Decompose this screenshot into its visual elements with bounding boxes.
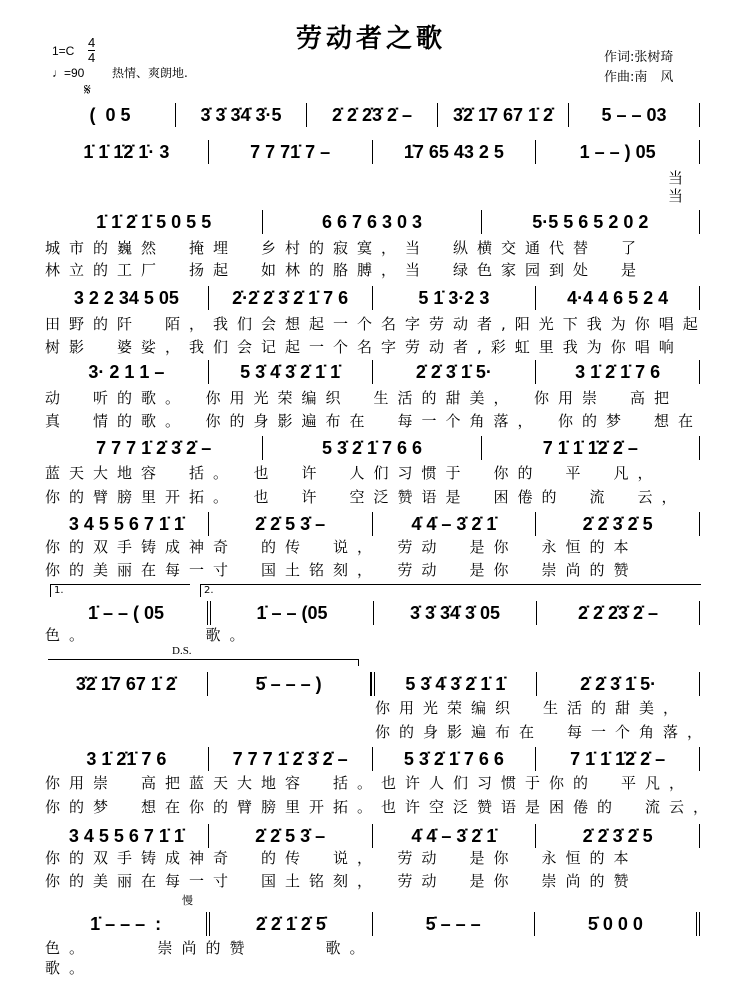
- measure: 5 3̇ 4̇ 3̇ 2̇ 1̇ 1̇: [371, 672, 538, 696]
- lyric-line: 真 情的歌。 你的身影遍布在 每一个角落， 你的梦 想在: [45, 412, 703, 430]
- measure: 2̇ 2̇ 3̇ 1̇ 5·: [537, 672, 700, 696]
- lyric-line: 歌。: [45, 959, 94, 977]
- measure: 3 2 2 34 5 05: [45, 286, 209, 310]
- lyric-line: 田野的阡 陌，我们会想起一个名字劳动者,阳光下我为你唱起: [45, 315, 707, 333]
- measure: 2̇ 2̇ 1̇ 2̇ 5̇: [210, 912, 372, 936]
- lyric-line: 你的双手铸成神奇 的传 说， 劳动 是你 永恒的本: [45, 849, 638, 867]
- staff-row: [45, 140, 700, 164]
- measure: 3̇ 3̇ 3̇4̇ 3̇·5: [176, 103, 307, 127]
- measure: 1̇ 1̇ 2̇ 1̇ 5 0 5 5: [45, 210, 263, 234]
- lyric-line: 你的臂膀里开拓。 也 许 空泛赞语是 困倦的 流 云，: [45, 488, 686, 506]
- staff-row: [45, 360, 700, 384]
- measure: 3 4 5 5 6 7 1̇ 1̇: [45, 512, 209, 536]
- measure: 5 3̇ 4̇ 3̇ 2̇ 1̇ 1̇: [209, 360, 373, 384]
- lyric-line: 色。 崇尚的赞 歌。: [45, 939, 374, 957]
- lyric-line: 你的身影遍布在 每一个角落，: [375, 723, 712, 741]
- lyric-line: 动 听的歌。 你用光荣编织 生活的甜美， 你用崇 高把: [45, 389, 679, 407]
- measure: 3̇2̇ 1̇7 67 1̇ 2̇: [45, 672, 208, 696]
- lyric-line: 你用光荣编织 生活的甜美，: [375, 699, 688, 717]
- meter-bottom: 4: [88, 50, 96, 65]
- measure: 2̇ 2̇ 5 3̇ –: [209, 512, 373, 536]
- measure: 1̇ 1̇ 1̇2̇ 1̇· 3: [45, 140, 209, 164]
- measure: 1̇7 65 43 2 5: [373, 140, 537, 164]
- measure: 4̇ 4̇ – 3̇ 2̇ 1̇: [373, 824, 537, 848]
- song-title: 劳动者之歌: [295, 24, 446, 54]
- pickup-lyric-1: 当: [668, 169, 693, 187]
- volta-2: 2.: [200, 584, 701, 597]
- measure: 1 – – ) 05: [536, 140, 700, 164]
- measure: 2̇ 2̇ 2̇3̇ 2̇ –: [307, 103, 438, 127]
- staff-row: [45, 436, 700, 460]
- measure: 2̇ 2̇ 3̇ 2̇ 5: [536, 824, 700, 848]
- measure: 5̇ – – – ): [208, 672, 371, 696]
- lyric-line: 树影 婆娑，我们会记起一个名字劳动者,彩虹里我为你唱响: [45, 338, 683, 356]
- expression-mark: 热情、爽朗地.: [112, 66, 188, 80]
- composer: 作曲:南 风: [604, 70, 674, 85]
- measure: 3̇2̇ 1̇7 67 1̇ 2̇: [438, 103, 569, 127]
- staff-row: [45, 103, 700, 127]
- measure: 5 3̇ 2̇ 1̇ 7 6 6: [373, 747, 537, 771]
- lyric-line: 色。 歌。: [45, 626, 254, 644]
- measure: 5̇ 0 0 0: [535, 912, 700, 936]
- measure: 2̇ 2̇ 2̇3̇ 2̇ –: [537, 601, 700, 625]
- measure: 7 7 71̇ 7 –: [209, 140, 373, 164]
- measure: 2̇ 2̇ 5 3̇ –: [209, 824, 373, 848]
- slow-mark: 慢: [182, 894, 193, 907]
- pickup-lyric-2: 当: [668, 187, 693, 205]
- volta-1: 1.: [50, 584, 190, 597]
- measure: 3 1̇ 2̇ 1̇ 7 6: [536, 360, 700, 384]
- measure: 7 7 7 1̇ 2̇ 3̇ 2̇ –: [45, 436, 263, 460]
- lyric-line: 你的梦 想在你的臂膀里开拓。也许空泛赞语是困倦的 流云，: [45, 798, 718, 816]
- tempo-mark: ♩=90: [52, 66, 85, 80]
- lyric-line: 你用崇 高把蓝天大地容 括。也许人们习惯于你的 平凡，: [45, 774, 694, 792]
- measure: 5·5 5 6 5 2 0 2: [482, 210, 700, 234]
- lyric-line: 你的美丽在每一寸 国土铭刻， 劳动 是你 崇尚的赞: [45, 561, 638, 579]
- lyric-line: 蓝天大地容 括。 也 许 人们习惯于 你的 平 凡，: [45, 464, 662, 482]
- time-signature: [88, 36, 95, 65]
- volta-2-bracket-end: [48, 659, 359, 666]
- measure: 4·4 4 6 5 2 4: [536, 286, 700, 310]
- lyric-line: 城市的巍然 掩埋 乡村的寂寞，当 纵横交通代替 了: [45, 239, 646, 257]
- measure: 7 1̇ 1̇ 1̇2̇ 2̇ –: [482, 436, 700, 460]
- measure: 3 4 5 5 6 7 1̇ 1̇: [45, 824, 209, 848]
- lyric-line: 你的美丽在每一寸 国土铭刻， 劳动 是你 崇尚的赞: [45, 872, 638, 890]
- measure: 3̇ 3̇ 3̇4̇ 3̇ 05: [374, 601, 537, 625]
- staff-row: [45, 601, 700, 625]
- measure: 5 3̇ 2̇ 1̇ 7 6 6: [263, 436, 481, 460]
- measure: 5 1̇ 3·2 3: [373, 286, 537, 310]
- key-signature: 1=C: [52, 44, 75, 58]
- staff-row: [45, 824, 700, 848]
- measure: 5 – – 03: [569, 103, 700, 127]
- lyricist: 作词:张树琦: [604, 50, 674, 65]
- measure: 6 6 7 6 3 0 3: [263, 210, 481, 234]
- measure: 3 1̇ 2̇1̇ 7 6: [45, 747, 209, 771]
- measure: 4̇ 4̇ – 3̇ 2̇ 1̇: [373, 512, 537, 536]
- measure: 2̇ 2̇ 3̇ 2̇ 5: [536, 512, 700, 536]
- segno-icon: 𝄋: [84, 80, 91, 99]
- measure: 2̇·2̇ 2̇ 3̇ 2̇ 1̇ 7 6: [209, 286, 373, 310]
- staff-row: [45, 512, 700, 536]
- measure: 7 1̇ 1̇ 1̇2̇ 2̇ –: [536, 747, 700, 771]
- staff-row: [45, 286, 700, 310]
- lyric-line: 林立的工厂 扬起 如林的胳膊，当 绿色家园到处 是: [45, 261, 646, 279]
- lyric-line: 你的双手铸成神奇 的传 说， 劳动 是你 永恒的本: [45, 538, 638, 556]
- measure: ( 0 5: [45, 103, 176, 127]
- staff-row: [45, 210, 700, 234]
- staff-row: [45, 912, 700, 936]
- measure: 1̇ – – – :: [45, 912, 210, 936]
- measure: 5̇ – – –: [373, 912, 535, 936]
- staff-row: [45, 672, 700, 696]
- measure: 1̇ – – (05: [211, 601, 374, 625]
- measure: 1̇ – – ( 05: [45, 601, 211, 625]
- measure: 2̇ 2̇ 3̇ 1̇ 5·: [373, 360, 537, 384]
- staff-row: [45, 747, 700, 771]
- ds-mark: D.S.: [172, 645, 192, 657]
- measure: 3· 2 1 1 –: [45, 360, 209, 384]
- measure: 7 7 7 1̇ 2̇ 3̇ 2̇ –: [209, 747, 373, 771]
- meter-top: 4: [88, 35, 96, 50]
